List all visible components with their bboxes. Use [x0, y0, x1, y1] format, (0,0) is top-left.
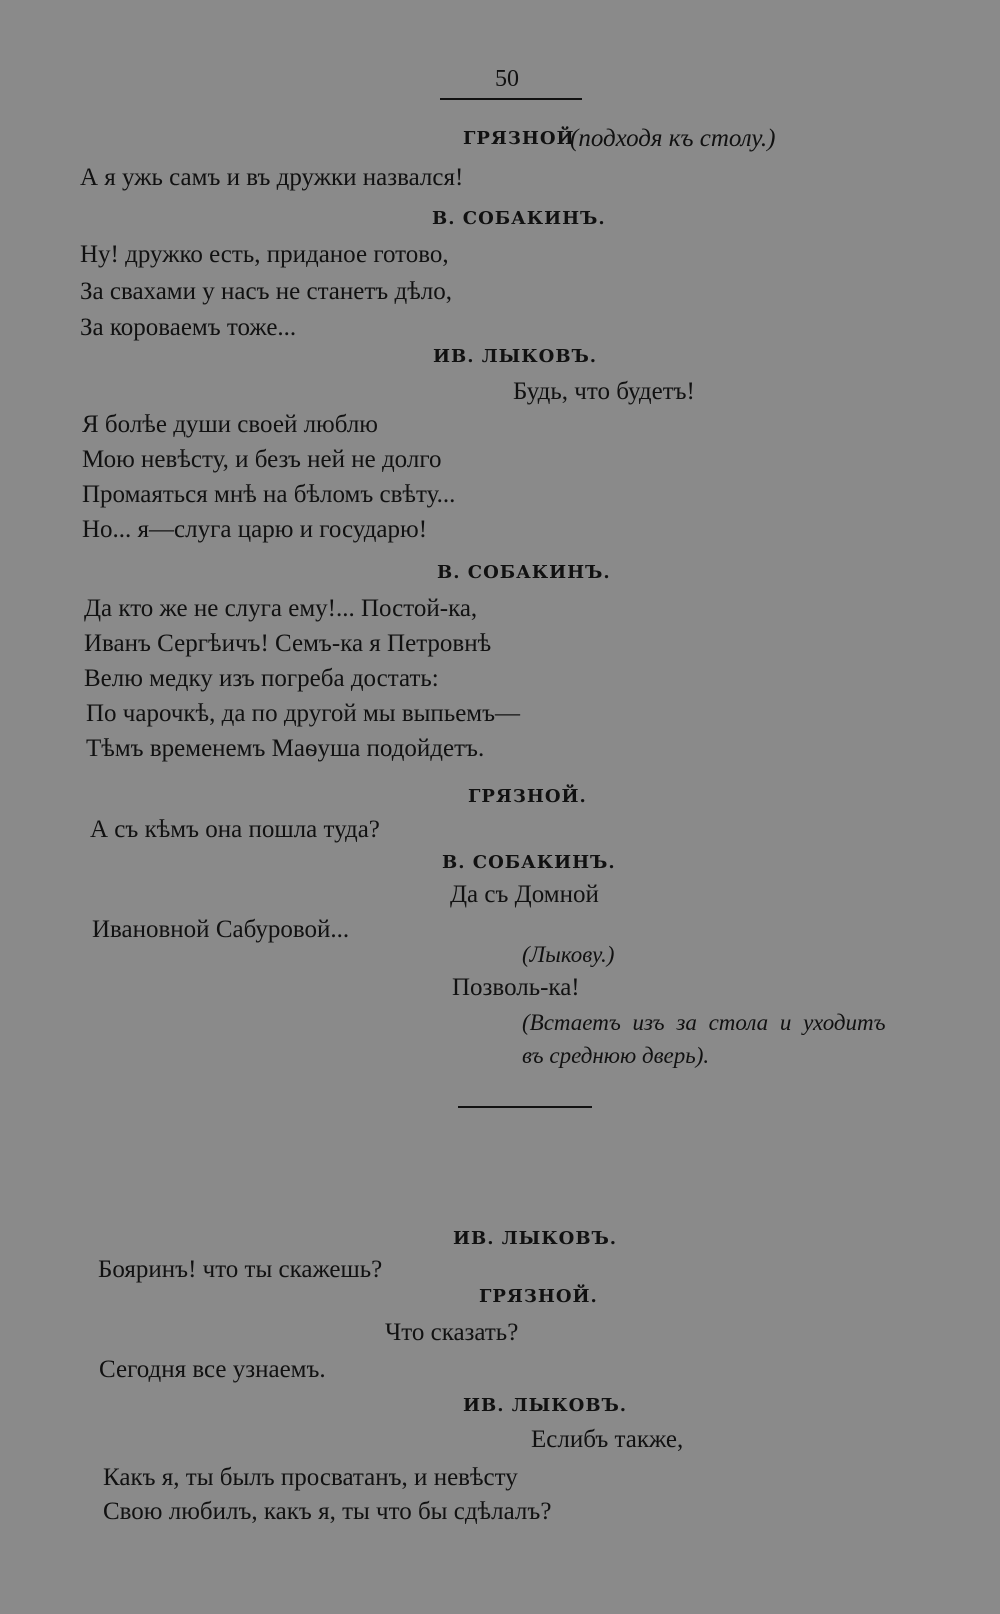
verse-line: По чарочкѣ, да по другой мы выпьемъ—: [86, 700, 521, 727]
verse-line: А съ кѣмъ она пошла туда?: [90, 816, 380, 843]
verse-line: Позволь-ка!: [452, 974, 580, 1001]
speaker-sobakin: В. СОБАКИНЪ.: [442, 852, 616, 873]
verse-line: Иванъ Сергѣичъ! Семъ-ка я Петровнѣ: [84, 630, 492, 657]
verse-line: Ивановной Сабуровой...: [92, 916, 350, 943]
verse-line: За свахами у насъ не станетъ дѣло,: [80, 278, 452, 305]
verse-line: Свою любилъ, какъ я, ты что бы сдѣлалъ?: [103, 1498, 552, 1525]
stage-direction: въ среднюю дверь).: [522, 1043, 710, 1068]
stage-direction: (Встаетъ изъ за стола и уходитъ: [522, 1010, 886, 1035]
stage-direction: (Лыкову.): [522, 942, 615, 967]
verse-line: Да кто же не слуга ему!... Постой-ка,: [84, 595, 478, 622]
speaker-lykov: ИВ. ЛЫКОВЪ.: [453, 1228, 618, 1249]
verse-line: За короваемъ тоже...: [80, 314, 297, 341]
page-number-rule: [440, 98, 582, 100]
stage-direction: (подходя къ столу.): [570, 125, 776, 152]
speaker-lykov: ИВ. ЛЫКОВЪ.: [463, 1395, 628, 1416]
verse-line: Тѣмъ временемъ Маѳуша подойдетъ.: [86, 735, 485, 762]
speaker-lykov: ИВ. ЛЫКОВЪ.: [433, 346, 598, 367]
verse-line: Мою невѣсту, и безъ ней не долго: [82, 446, 442, 473]
speaker-gryaznoy: ГРЯЗНОЙ: [463, 128, 575, 149]
verse-line: Сегодня все узнаемъ.: [99, 1356, 326, 1383]
verse-line: Еслибъ также,: [531, 1426, 684, 1453]
verse-line: А я ужь самъ и въ дружки назвался!: [80, 164, 464, 191]
verse-line: Какъ я, ты былъ просватанъ, и невѣсту: [103, 1464, 518, 1491]
speaker-sobakin: В. СОБАКИНЪ.: [432, 208, 606, 229]
section-divider: [458, 1106, 592, 1108]
verse-line: Промаяться мнѣ на бѣломъ свѣту...: [82, 481, 456, 508]
page-number: 50: [495, 66, 519, 92]
verse-line: Что сказать?: [385, 1319, 519, 1346]
verse-line: Будь, что будетъ!: [513, 378, 695, 405]
verse-line: Да съ Домной: [450, 881, 599, 908]
verse-line: Бояринъ! что ты скажешь?: [98, 1256, 383, 1283]
speaker-gryaznoy: ГРЯЗНОЙ.: [479, 1286, 598, 1307]
verse-line: Ну! дружко есть, приданое готово,: [80, 241, 449, 268]
verse-line: Но... я—слуга царю и государю!: [82, 516, 428, 543]
verse-line: Я болѣе души своей люблю: [82, 411, 378, 438]
verse-line: Велю медку изъ погреба достать:: [84, 665, 439, 692]
speaker-sobakin: В. СОБАКИНЪ.: [437, 562, 611, 583]
speaker-gryaznoy: ГРЯЗНОЙ.: [468, 786, 587, 807]
